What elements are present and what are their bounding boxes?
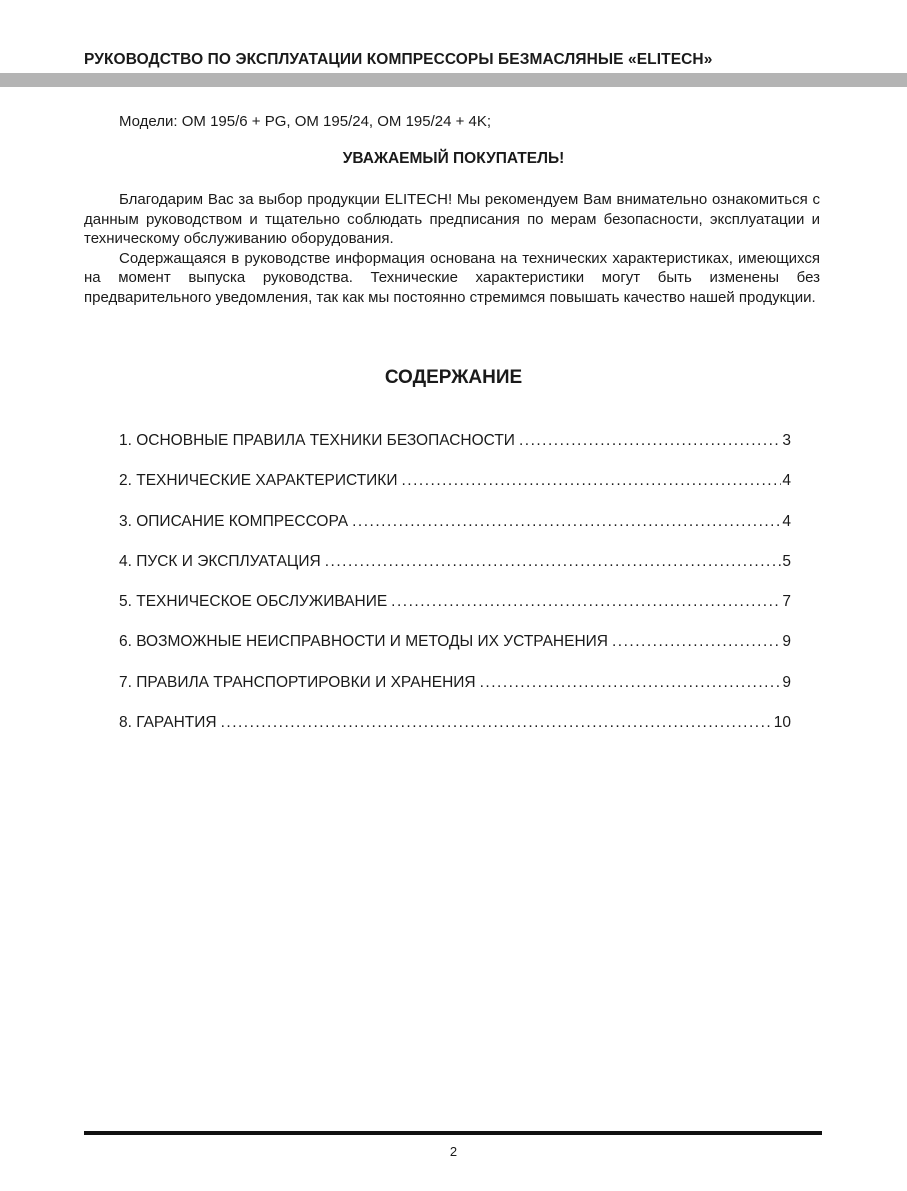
toc-item-title: 7. ПРАВИЛА ТРАНСПОРТИРОВКИ И ХРАНЕНИЯ <box>119 673 476 691</box>
toc-item[interactable] <box>119 674 791 714</box>
toc-item-title: 2. ТЕХНИЧЕСКИЕ ХАРАКТЕРИСТИКИ <box>119 472 398 490</box>
toc-item[interactable] <box>119 513 791 553</box>
toc-item-page: 9 <box>782 673 791 691</box>
toc-item-page: 4 <box>782 472 791 490</box>
toc-item-page: 3 <box>782 432 791 449</box>
intro-paragraph: Благодарим Вас за выбор продукции ELITECH! Мы рекомендуем Вам внимательно ознакомиться с данным руководством и тщательно соблюдать предписания по мерам безопасности, эксплуатации и техническому обслуживанию оборудования. <box>84 191 820 247</box>
toc-leader-dots <box>221 714 773 732</box>
toc-item-page: 10 <box>773 714 791 732</box>
intro-paragraph: Содержащаяся в руководстве информация основана на технических характеристиках, имеющихся на момент выпуска руководства. Технические характеристики могут быть изменены без предварительного уведомления, так как мы постоянно стремимся повышать качество нашей продукции. <box>84 249 820 306</box>
toc-item[interactable] <box>119 714 791 754</box>
toc-item-title: 5. ТЕХНИЧЕСКОЕ ОБСЛУЖИВАНИЕ <box>119 593 388 611</box>
toc-item-title: 4. ПУСК И ЭКСПЛУАТАЦИЯ <box>119 552 321 570</box>
table-of-contents <box>119 432 791 754</box>
toc-item-page: 5 <box>782 552 791 570</box>
toc-item-title: 8. ГАРАНТИЯ <box>119 714 217 732</box>
greeting-heading: УВАЖАЕМЫЙ ПОКУПАТЕЛЬ! <box>342 150 565 167</box>
toc-item-page: 7 <box>782 593 791 611</box>
toc-leader-dots <box>391 593 781 611</box>
toc-leader-dots <box>401 472 781 490</box>
toc-leader-dots <box>519 432 781 450</box>
models-line: Модели: ОМ 195/6 + PG, ОМ 195/24, ОМ 195/24 + 4K; <box>119 113 492 130</box>
toc-item[interactable] <box>119 432 791 472</box>
document-header-title: РУКОВОДСТВО ПО ЭКСПЛУАТАЦИИ КОМПРЕССОРЫ БЕЗМАСЛЯНЫЕ «ELITECH» <box>84 51 713 68</box>
footer-divider-line <box>84 1131 822 1135</box>
header-divider-bar <box>0 73 907 87</box>
toc-item-page: 9 <box>782 633 791 651</box>
toc-leader-dots <box>480 674 782 692</box>
toc-item-title: 3. ОПИСАНИЕ КОМПРЕССОРА <box>119 512 349 530</box>
intro-text <box>84 190 820 307</box>
toc-item[interactable] <box>119 593 791 633</box>
toc-item-page: 4 <box>782 512 791 530</box>
toc-leader-dots <box>612 633 781 651</box>
toc-item[interactable] <box>119 633 791 673</box>
toc-leader-dots <box>352 513 781 531</box>
page-number: 2 <box>449 1144 458 1159</box>
toc-item-title: 6. ВОЗМОЖНЫЕ НЕИСПРАВНОСТИ И МЕТОДЫ ИХ УСТРАНЕНИЯ <box>119 633 608 651</box>
toc-item[interactable] <box>119 472 791 512</box>
toc-leader-dots <box>325 553 782 571</box>
toc-heading: СОДЕРЖАНИЕ <box>384 367 523 388</box>
toc-item[interactable] <box>119 553 791 593</box>
toc-item-title: 1. ОСНОВНЫЕ ПРАВИЛА ТЕХНИКИ БЕЗОПАСНОСТИ <box>119 432 515 449</box>
